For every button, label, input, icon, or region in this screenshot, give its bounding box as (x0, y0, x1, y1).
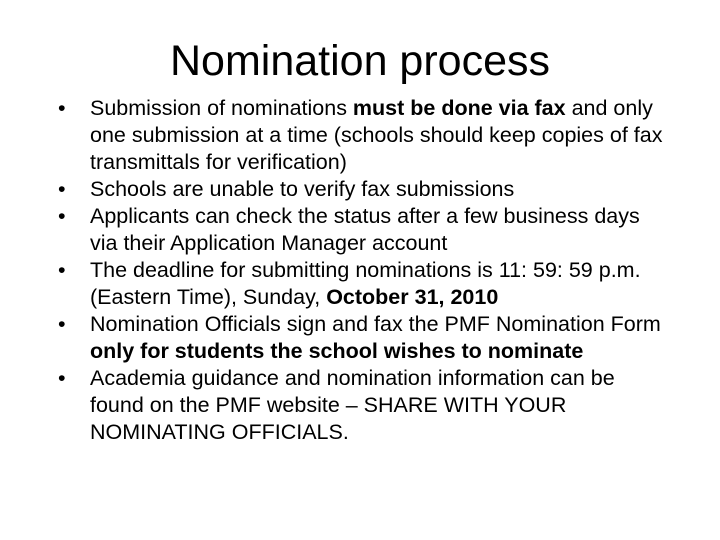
bullet-text (90, 204, 640, 255)
bullet-text (90, 96, 662, 174)
bullet-text (90, 312, 661, 363)
bullet-text-part: Applicants can check the status after a few business days via their Application Manager account (90, 204, 640, 255)
bullet-text (90, 258, 641, 309)
bullet-marker: • (58, 366, 66, 390)
bullet-item (58, 203, 668, 257)
bullet-text-part: and only one submission at a time (schools should keep copies of fax transmittals for verification) (90, 96, 663, 174)
bullet-item (58, 311, 668, 365)
bullet-text-part: Academia guidance and nomination information can be found on the PMF website – SHARE WITH YOUR NOMINATING OFFICIALS. (90, 366, 615, 444)
bullet-text-part: Schools are unable to verify fax submissions (90, 177, 515, 201)
bullet-marker: • (58, 258, 66, 282)
bullet-text-part: Nomination Officials sign and fax the PMF Nomination Form (90, 312, 661, 336)
bullet-text-part: The deadline for submitting nominations is 11: 59: 59 p.m. (Eastern Time), Sunday, (90, 258, 641, 309)
bullet-text (90, 177, 514, 201)
bullet-item (58, 365, 668, 446)
bullet-item (58, 95, 668, 176)
slide-title: Nomination process (169, 37, 550, 85)
bullet-marker: • (58, 177, 66, 201)
bullet-text-bold: only for students the school wishes to nominate (90, 339, 584, 363)
bullet-marker: • (58, 96, 66, 120)
bullet-item (58, 257, 668, 311)
bullet-text (90, 366, 615, 444)
bullet-marker: • (58, 312, 66, 336)
bullet-item (58, 176, 668, 203)
bullet-text-bold: must be done via fax (352, 96, 566, 120)
bullet-text-part: Submission of nominations (90, 96, 353, 120)
bullet-text-bold: October 31, 2010 (326, 285, 499, 309)
bullet-marker: • (58, 204, 66, 228)
bullet-list (58, 95, 668, 446)
